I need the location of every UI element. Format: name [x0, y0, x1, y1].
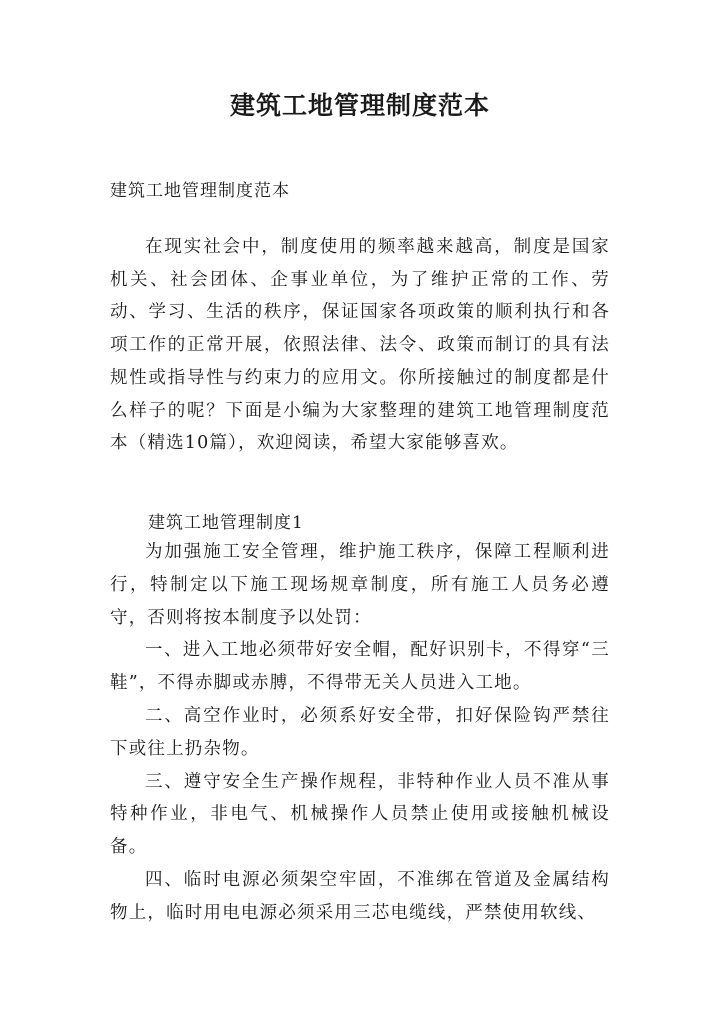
- intro-block: [110, 231, 610, 460]
- section-heading: 建筑工地管理制度1: [148, 513, 304, 533]
- body-paragraph: 为加强施工安全管理，维护施工秩序，保障工程顺利进行，特制定以下施工现场规章制度，所有施工人员务必遵守，否则将按本制度予以处罚：: [110, 542, 610, 628]
- body-paragraph: 三、遵守安全生产操作规程，非特种作业人员不准从事特种作业，非电气、机械操作人员禁止使用或接触机械设备。: [110, 771, 610, 858]
- body-paragraph: 四、临时电源必须架空牢固，不准绑在管道及金属结构物上，临时用电电源必须采用三芯电缆线，严禁使用软线、: [110, 869, 610, 923]
- document-subtitle: 建筑工地管理制度范本: [110, 181, 290, 201]
- document-title: 建筑工地管理制度范本: [229, 91, 490, 120]
- section-body: [110, 536, 610, 930]
- body-paragraph: 一、进入工地必须带好安全帽，配好识别卡，不得穿“三鞋”，不得赤脚或赤膊，不得带无关人员进入工地。: [110, 640, 610, 694]
- body-paragraph: 二、高空作业时，必须系好安全带，扣好保险钩严禁往下或往上扔杂物。: [110, 705, 610, 759]
- intro-paragraph: 在现实社会中，制度使用的频率越来越高，制度是国家机关、社会团体、企事业单位，为了维护正常的工作、劳动、学习、生活的秩序，保证国家各项政策的顺利执行和各项工作的正常开展，依照法律、法令、政策而制订的具有法规性或指导性与约束力的应用文。你所接触过的制度都是什么样子的呢？下面是小编为大家整理的建筑工地管理制度范本（精选10篇），欢迎阅读，希望大家能够喜欢。: [110, 237, 610, 454]
